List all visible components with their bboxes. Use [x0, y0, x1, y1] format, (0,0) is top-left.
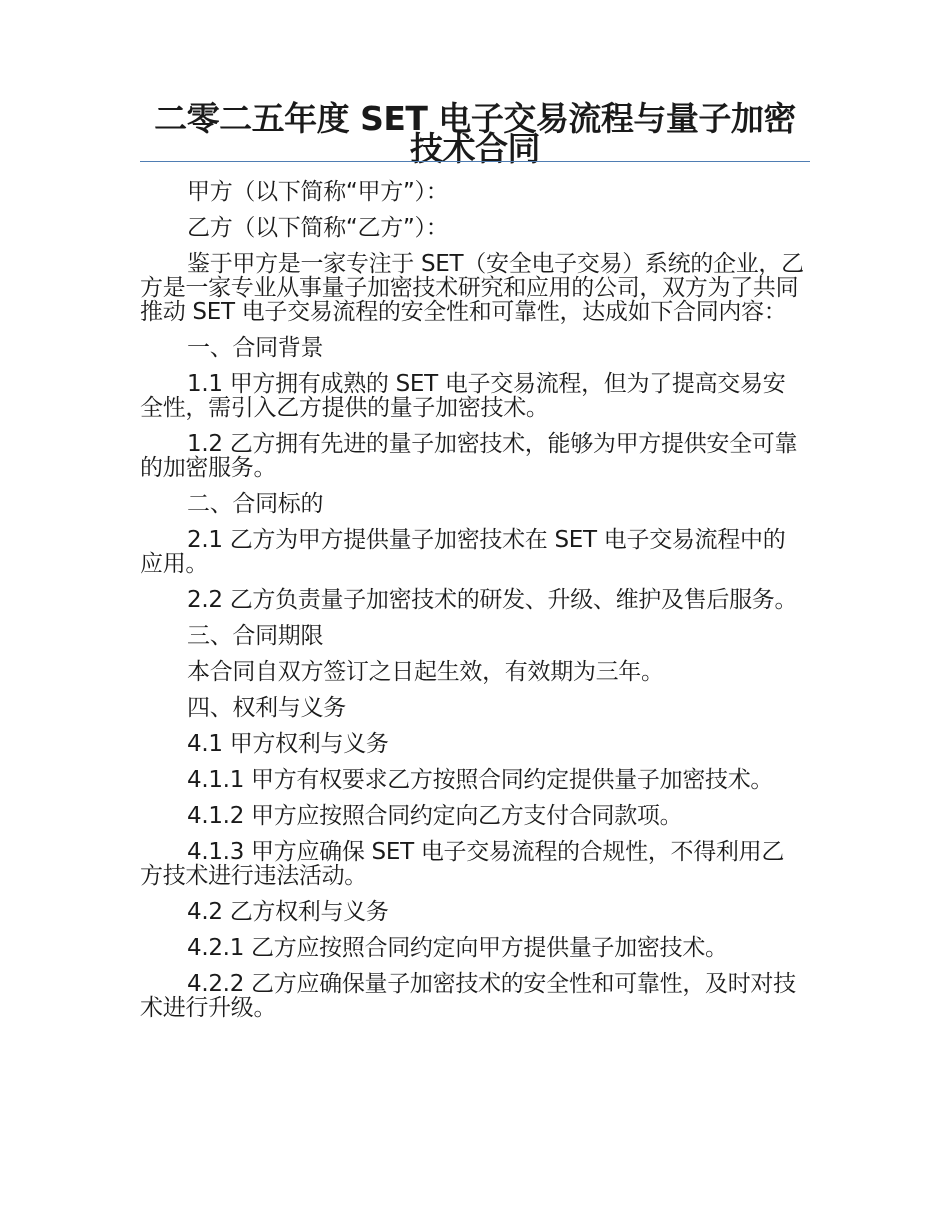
- subsection-heading: 4.1 甲方权利与义务: [187, 731, 389, 757]
- clause-paragraph: 4.1.3 甲方应确保 SET 电子交易流程的合规性，不得利用乙方技术进行违法活动。: [140, 839, 785, 889]
- preamble-paragraph: 鉴于甲方是一家专注于 SET（安全电子交易）系统的企业，乙方是一家专业从事量子加密技术研究和应用的公司，双方为了共同推动 SET 电子交易流程的安全性和可靠性，达成如下合同内容：: [140, 251, 804, 325]
- section-heading: 三、合同期限: [187, 623, 324, 649]
- section-heading: 二、合同标的: [187, 491, 324, 517]
- clause-paragraph: 本合同自双方签订之日起生效，有效期为三年。: [187, 659, 664, 685]
- clause-paragraph: 2.1 乙方为甲方提供量子加密技术在 SET 电子交易流程中的应用。: [140, 527, 786, 577]
- clause-paragraph: 1.1 甲方拥有成熟的 SET 电子交易流程，但为了提高交易安全性，需引入乙方提供的量子加密技术。: [140, 371, 786, 421]
- party-b-line: 乙方（以下简称“乙方”）：: [187, 215, 449, 241]
- subsection-heading: 4.2 乙方权利与义务: [187, 899, 389, 925]
- clause-paragraph: 4.1.2 甲方应按照合同约定向乙方支付合同款项。: [187, 803, 683, 829]
- party-a-line: 甲方（以下简称“甲方”）：: [187, 179, 449, 205]
- section-heading: 一、合同背景: [187, 335, 324, 361]
- clause-paragraph: 2.2 乙方负责量子加密技术的研发、升级、维护及售后服务。: [187, 587, 798, 613]
- clause-paragraph: 4.2.2 乙方应确保量子加密技术的安全性和可靠性，及时对技术进行升级。: [140, 971, 796, 1021]
- title-underline: [140, 161, 810, 162]
- clause-paragraph: 1.2 乙方拥有先进的量子加密技术，能够为甲方提供安全可靠的加密服务。: [140, 431, 798, 481]
- clause-paragraph: 4.2.1 乙方应按照合同约定向甲方提供量子加密技术。: [187, 935, 728, 961]
- section-heading: 四、权利与义务: [187, 695, 346, 721]
- clause-paragraph: 4.1.1 甲方有权要求乙方按照合同约定提供量子加密技术。: [187, 767, 774, 793]
- document-title: 二零二五年度 SET 电子交易流程与量子加密技术合同: [154, 99, 796, 168]
- document-body: [140, 180, 805, 1032]
